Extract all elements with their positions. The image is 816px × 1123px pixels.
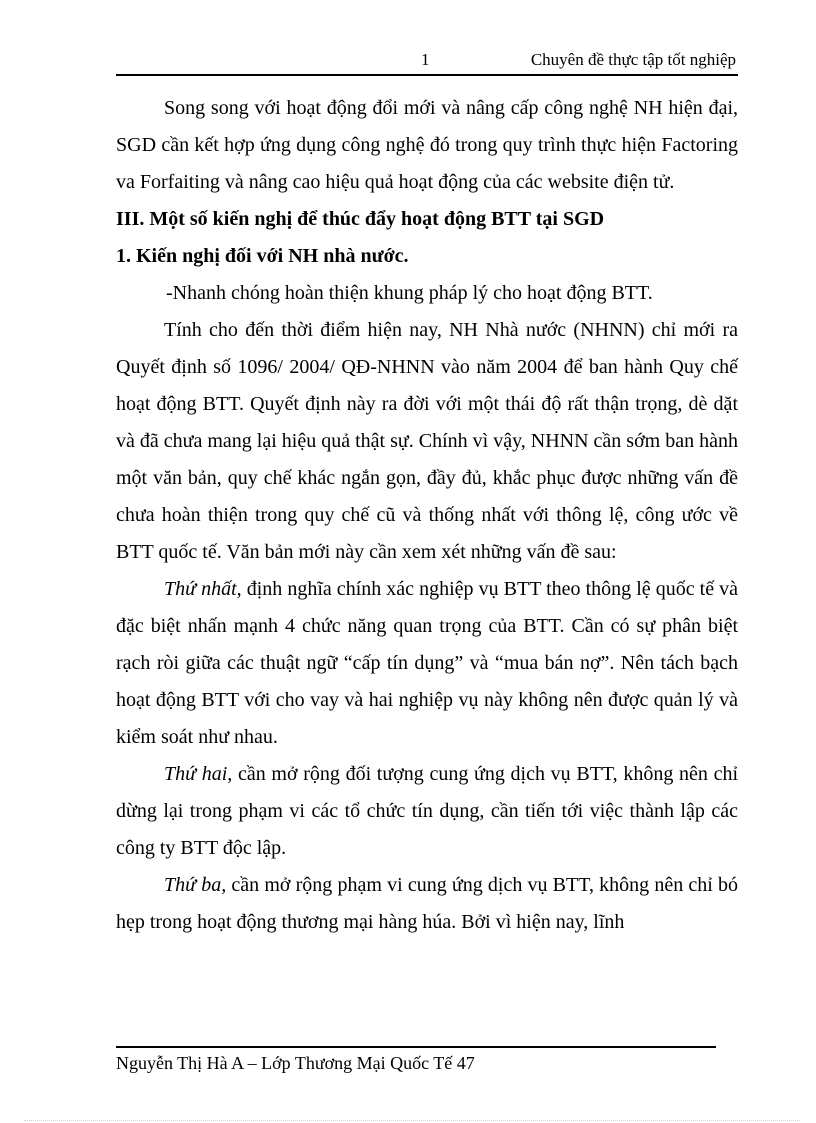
header-title: Chuyên đề thực tập tốt nghiệp — [530, 50, 736, 69]
section-heading: III. Một số kiến nghị để thúc đẩy hoạt động BTT tại SGD — [116, 208, 605, 230]
document-body — [116, 90, 738, 941]
paragraph-text: cần mở rộng phạm vi cung ứng dịch vụ BTT, không nên chỉ bó hẹp trong hoạt động thương mại hàng húa. Bởi vì hiện nay, lĩnh — [116, 874, 738, 933]
paragraph-text: định nghĩa chính xác nghiệp vụ BTT theo thông lệ quốc tế và đặc biệt nhấn mạnh 4 chức năng quan trọng của BTT. Cần có sự phân biệt rạch ròi giữa các thuật ngữ “cấp tín dụng” và “mua bán nợ”. Nên tách bạch hoạt động BTT với cho vay và hai nghiệp vụ này không nên được quản lý và kiểm soát như nhau. — [116, 578, 739, 748]
paragraph-lead: Thứ nhất, — [164, 578, 242, 600]
footer-divider — [116, 1046, 716, 1048]
paragraph-text: cần mở rộng đối tượng cung ứng dịch vụ BTT, không nên chỉ dừng lại trong phạm vi các tổ chức tín dụng, cần tiến tới việc thành lập các công ty BTT độc lập. — [116, 763, 739, 859]
paragraph: Tính cho đến thời điểm hiện nay, NH Nhà nước (NHNN) chỉ mới ra Quyết định số 1096/ 2004/ QĐ-NHNN vào năm 2004 để ban hành Quy chế hoạt động BTT. Quyết định này ra đời với một thái độ rất thận trọng, dè dặt và đã chưa mang lại hiệu quả thật sự. Chính vì vậy, NHNN cần sớm ban hành một văn bản, quy chế khác ngắn gọn, đầy đủ, khắc phục được những vấn đề chưa hoàn thiện trong quy chế cũ và thống nhất với thông lệ, công ước về BTT quốc tế. Văn bản mới này cần xem xét những vấn đề sau: — [116, 319, 738, 563]
paragraph-lead: Thứ hai, — [164, 763, 233, 785]
paragraph: Song song với hoạt động đổi mới và nâng cấp công nghệ NH hiện đại, SGD cần kết hợp ứng dụng công nghệ đó trong quy trình thực hiện Factoring va Forfaiting và nâng cao hiệu quả hoạt động của các website điện tử. — [116, 97, 738, 193]
paragraph-lead: Thứ ba, — [164, 874, 227, 896]
page-number: 1 — [421, 50, 430, 69]
paragraph — [116, 571, 738, 756]
bullet-paragraph: -Nhanh chóng hoàn thiện khung pháp lý cho hoạt động BTT. — [166, 282, 653, 304]
page-edge-divider — [24, 1120, 800, 1121]
page-header — [116, 48, 738, 76]
paragraph — [116, 867, 738, 941]
paragraph — [116, 756, 738, 867]
subsection-heading: 1. Kiến nghị đối với NH nhà nước. — [116, 245, 409, 267]
page-footer: Nguyễn Thị Hà A – Lớp Thương Mại Quốc Tế 47 — [116, 1053, 475, 1073]
